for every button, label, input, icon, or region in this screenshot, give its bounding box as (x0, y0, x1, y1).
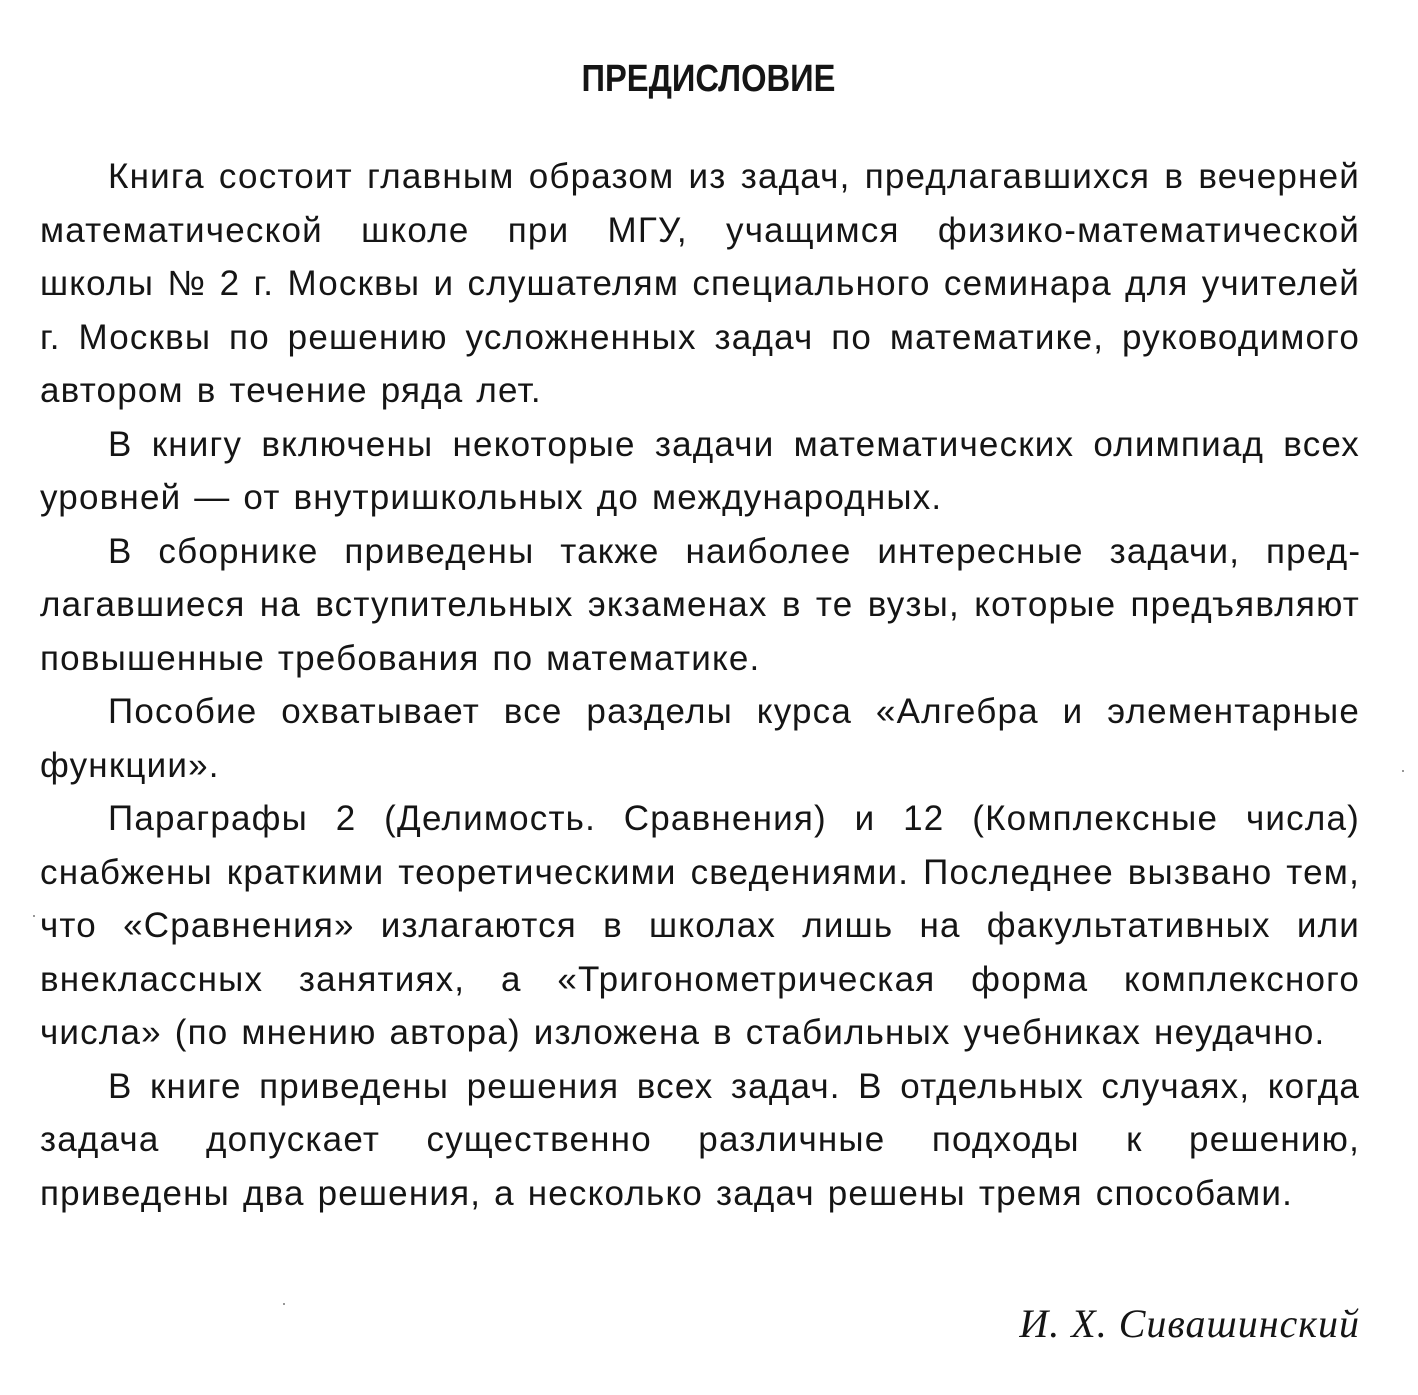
preface-body (40, 150, 1360, 1220)
author-signature: И. Х. Сивашинский (1019, 1301, 1360, 1346)
paragraph-3: В сборнике приведены также наиболее интересные задачи, предлагавшиеся на вступительных экзаменах в те вузы, которые предъявляют повышенные требования по математике. (40, 531, 1360, 678)
paragraph-1: Книга состоит главным образом из задач, предлагавшихся в вечерней математической школе при МГУ, учащимся физико-математической школы № 2 г. Москвы и слушателям специального семинара для учителей г. Москвы по решению усложненных задач по математике, руководимого автором в течение ряда лет. (40, 157, 1360, 410)
print-speck (283, 1303, 285, 1305)
paragraph-6: В книге приведены решения всех задач. В отдельных случаях, когда задача допускает существенно различные подходы к решению, приведены два решения, а несколько задач решены тремя способами. (40, 1066, 1360, 1213)
print-speck (33, 915, 35, 917)
paragraph-4: Пособие охватывает все разделы курса «Алгебра и элементарные функции». (40, 692, 1360, 785)
paragraph-5: Параграфы 2 (Делимость. Сравнения) и 12 (Комплексные числа) снабжены краткими теоретическими сведениями. Последнее вызвано тем, что «Сравнения» излагаются в школах лишь на факультативных или внеклассных занятиях, а «Тригонометрическая форма комплексного числа» (по мнению автора) изложена в стабильных учебниках неудачно. (40, 799, 1360, 1052)
paragraph-2: В книгу включены некоторые задачи математических олимпиад всех уровней — от внутришкольных до международных. (40, 424, 1360, 517)
print-speck (1402, 770, 1404, 772)
page-title: ПРЕДИСЛОВИЕ (581, 58, 836, 100)
